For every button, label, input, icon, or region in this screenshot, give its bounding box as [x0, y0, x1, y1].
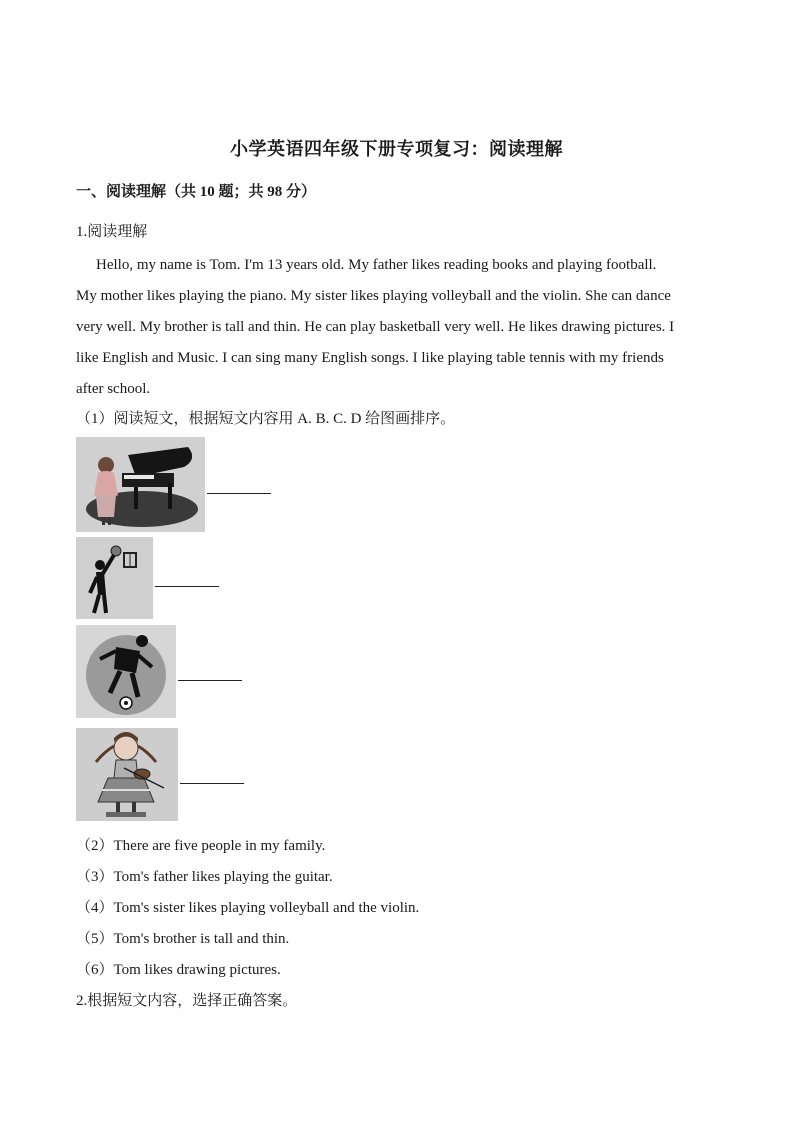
- statement-2: （2）There are five people in my family.: [76, 838, 326, 854]
- question-2-label: 2.根据短文内容，选择正确答案。: [76, 993, 298, 1009]
- passage-line-4: like English and Music. I can sing many English songs. I like playing table tennis with my friends: [76, 350, 664, 366]
- picture-row-2: [76, 537, 219, 619]
- answer-blank-3[interactable]: [178, 679, 242, 681]
- page-title: 小学英语四年级下册专项复习：阅读理解: [230, 139, 563, 159]
- answer-blank-1[interactable]: [207, 492, 271, 494]
- statement-6: （6）Tom likes drawing pictures.: [76, 962, 281, 978]
- section-heading: 一、阅读理解（共 10 题；共 98 分）: [76, 184, 317, 200]
- sub-question-1-instruction: （1）阅读短文，根据短文内容用 A. B. C. D 给图画排序。: [76, 411, 456, 427]
- passage-line-3: very well. My brother is tall and thin. He can play basketball very well. He likes drawing pictures. I: [76, 319, 675, 335]
- passage-line-1: Hello, my name is Tom. I'm 13 years old. My father likes reading books and playing football.: [96, 257, 657, 273]
- football-player-icon: [76, 625, 176, 718]
- piano-player-icon: [76, 437, 205, 532]
- basketball-player-icon: [76, 537, 153, 619]
- answer-blank-4[interactable]: [180, 782, 244, 784]
- violin-girl-icon: [76, 728, 178, 821]
- reading-passage: [76, 250, 718, 405]
- picture-row-1: [76, 437, 271, 532]
- statement-3: （3）Tom's father likes playing the guitar.: [76, 869, 333, 885]
- answer-blank-2[interactable]: [155, 585, 219, 587]
- passage-line-5: after school.: [76, 381, 151, 397]
- passage-line-2: My mother likes playing the piano. My sister likes playing volleyball and the violin. She can dance: [76, 288, 671, 304]
- statement-4: （4）Tom's sister likes playing volleyball and the violin.: [76, 900, 420, 916]
- picture-row-3: [76, 625, 242, 718]
- question-1-label: 1.阅读理解: [76, 224, 148, 240]
- statement-5: （5）Tom's brother is tall and thin.: [76, 931, 290, 947]
- picture-row-4: [76, 728, 244, 821]
